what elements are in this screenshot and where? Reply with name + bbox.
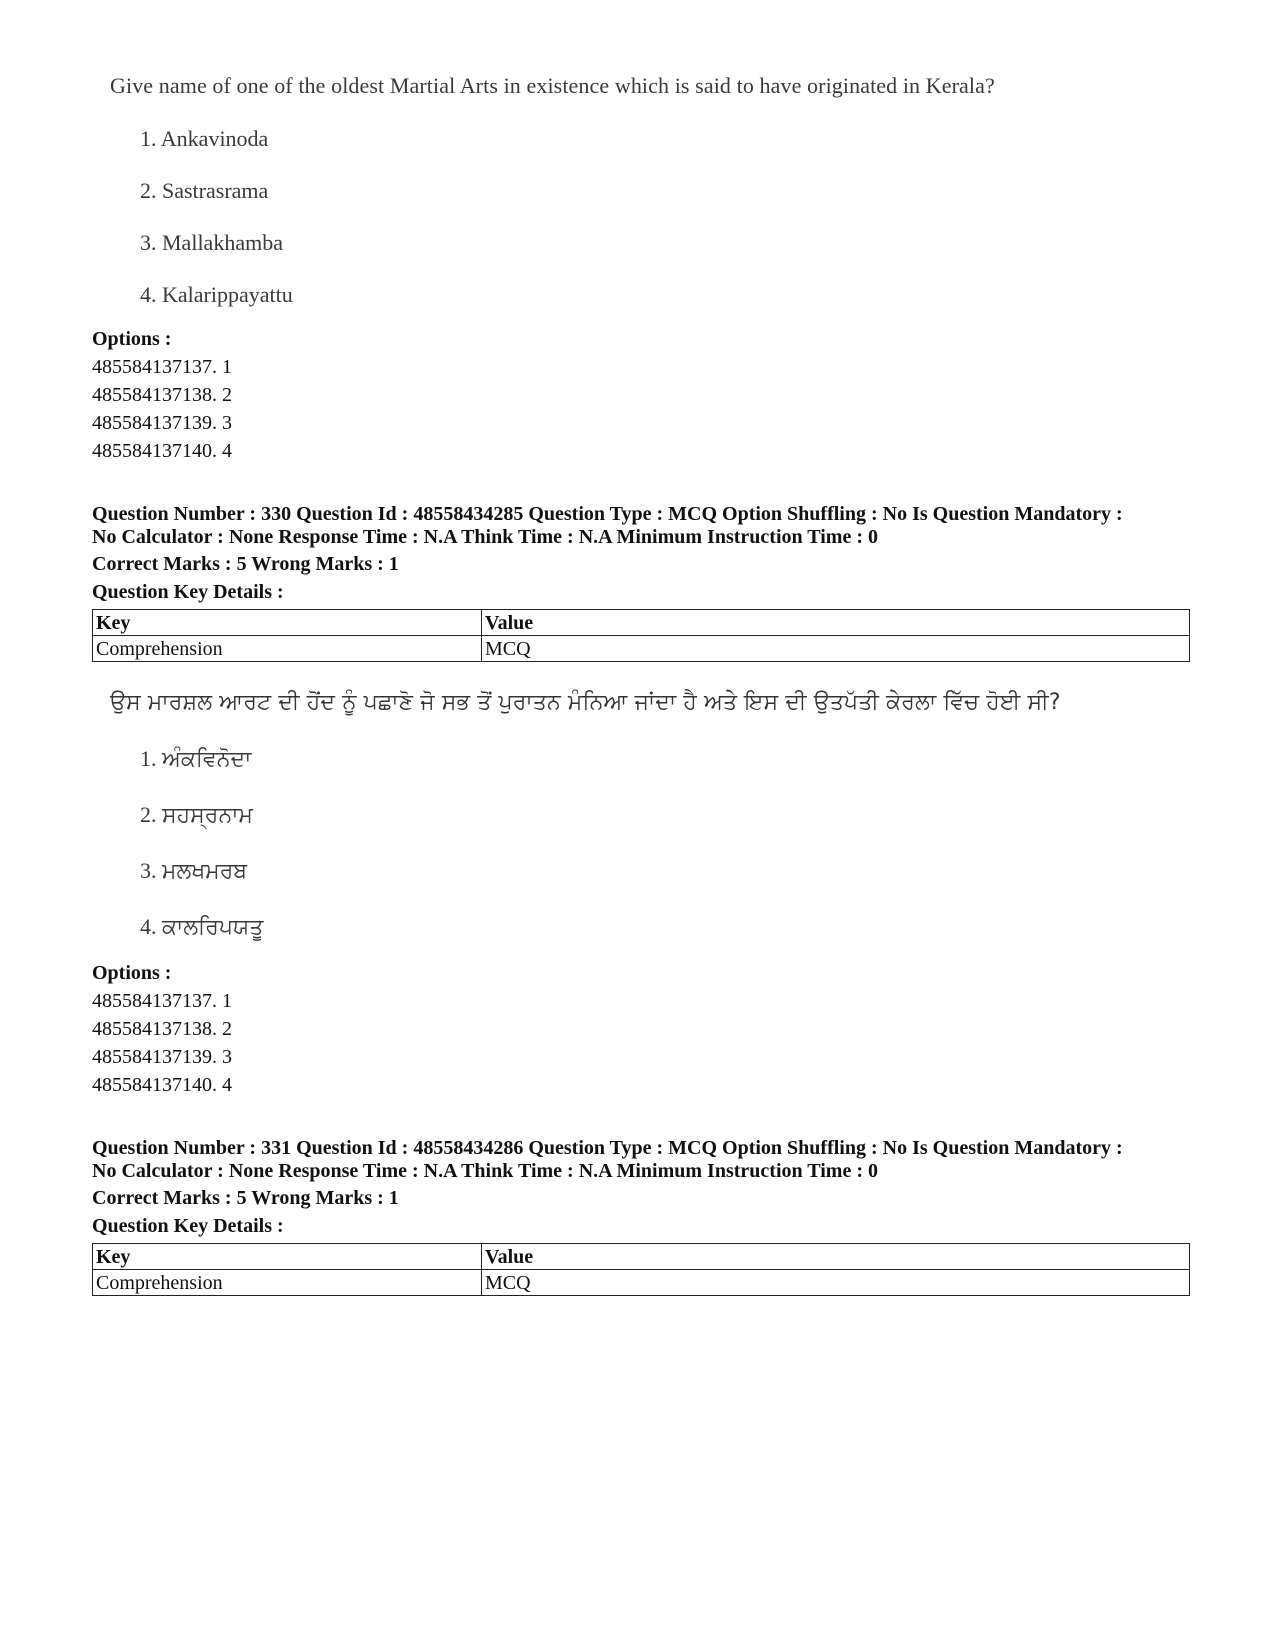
question-meta-331 [92, 1137, 1192, 1183]
option-line: 485584137138. 2 [92, 384, 232, 406]
choice-item [140, 746, 251, 772]
key-value-table [92, 609, 1190, 662]
table-cell: MCQ [482, 636, 1190, 662]
choice-item: 1. Ankavinoda [140, 126, 269, 151]
marks-line: Correct Marks : 5 Wrong Marks : 1 [92, 553, 399, 575]
option-line: 485584137139. 3 [92, 412, 232, 434]
option-line: 485584137137. 1 [92, 356, 232, 378]
table-header-row [93, 1244, 1190, 1270]
meta-line: Question Number : 330 Question Id : 48558434285 Question Type : MCQ Option Shuffling : No Is Question Mandatory : [92, 503, 1123, 525]
meta-line: Question Number : 331 Question Id : 48558434286 Question Type : MCQ Option Shuffling : No Is Question Mandatory : [92, 1137, 1123, 1159]
choice-text: ਸਹਸ੍ਰਨਾਮ [162, 803, 253, 828]
choice-number: 3. [140, 858, 157, 883]
table-header-cell: Value [482, 610, 1190, 636]
key-details-label: Question Key Details : [92, 581, 284, 603]
choice-item [140, 914, 263, 940]
choice-text: ਕਾਲਰਿਪਯਤੂ [162, 915, 264, 940]
choice-number: 1. [140, 746, 157, 771]
table-row [93, 636, 1190, 662]
meta-line: No Calculator : None Response Time : N.A Think Time : N.A Minimum Instruction Time : 0 [92, 526, 878, 548]
choice-item: 2. Sastrasrama [140, 178, 269, 203]
table-cell: MCQ [482, 1270, 1190, 1296]
question-text-punjabi: ਉਸ ਮਾਰਸ਼ਲ ਆਰਟ ਦੀ ਹੋਂਦ ਨੂੰ ਪਛਾਣੋ ਜੋ ਸਭ ਤੋਂ ਪੁਰਾਤਨ ਮੰਨਿਆ ਜਾਂਦਾ ਹੈ ਅਤੇ ਇਸ ਦੀ ਉਤਪੱਤੀ ਕੇਰਲਾ ਵਿੱਚ ਹੋਈ ਸੀ? [110, 690, 1061, 715]
option-line: 485584137140. 4 [92, 440, 232, 462]
choice-number: 2. [140, 802, 157, 827]
option-line: 485584137140. 4 [92, 1074, 232, 1096]
key-value-table [92, 1243, 1190, 1296]
table-cell: Comprehension [93, 1270, 482, 1296]
question-meta-330 [92, 503, 1192, 549]
choice-item [140, 802, 253, 828]
choice-number: 4. [140, 914, 157, 939]
table-row [93, 1270, 1190, 1296]
option-line: 485584137137. 1 [92, 990, 232, 1012]
choice-item: 4. Kalarippayattu [140, 282, 293, 307]
choice-text: ਅੰਕਵਿਨੋਦਾ [162, 747, 252, 772]
table-header-cell: Key [93, 1244, 482, 1270]
question-text-english: Give name of one of the oldest Martial Arts in existence which is said to have originated in Kerala? [110, 73, 995, 98]
table-header-cell: Value [482, 1244, 1190, 1270]
choice-item: 3. Mallakhamba [140, 230, 283, 255]
options-label: Options : [92, 962, 172, 984]
choice-text: ਮਲਖਮਰਬ [162, 859, 248, 884]
options-label: Options : [92, 328, 172, 350]
meta-line: No Calculator : None Response Time : N.A Think Time : N.A Minimum Instruction Time : 0 [92, 1160, 878, 1182]
table-header-row [93, 610, 1190, 636]
option-line: 485584137139. 3 [92, 1046, 232, 1068]
choice-item [140, 858, 247, 884]
table-cell: Comprehension [93, 636, 482, 662]
key-details-label: Question Key Details : [92, 1215, 284, 1237]
option-line: 485584137138. 2 [92, 1018, 232, 1040]
table-header-cell: Key [93, 610, 482, 636]
marks-line: Correct Marks : 5 Wrong Marks : 1 [92, 1187, 399, 1209]
